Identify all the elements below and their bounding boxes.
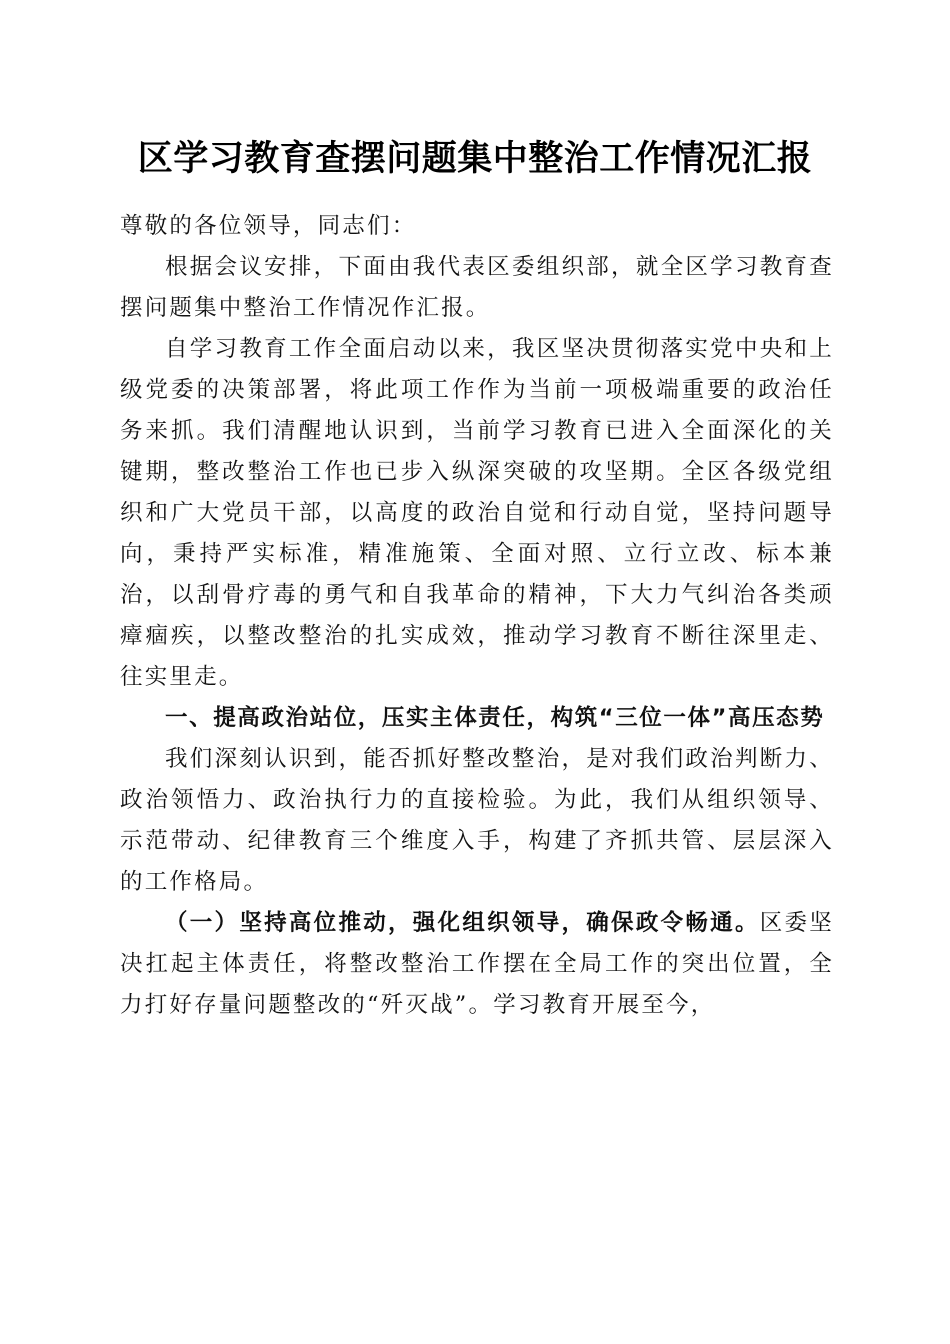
section-heading: 一、提高政治站位，压实主体责任，构筑“三位一体”高压态势 bbox=[165, 705, 825, 731]
salutation: 尊敬的各位领导，同志们： bbox=[120, 213, 417, 239]
section-paragraph: 我们深刻认识到，能否抓好整改整治，是对我们政治判断力、政治领悟力、政治执行力的直接检验。为此，我们从组织领导、示范带动、纪律教育三个维度入手，构建了齐抓共管、层层深入的工作格局。 bbox=[120, 746, 834, 895]
subsection-heading: （一）坚持高位推动，强化组织领导，确保政令畅通。 bbox=[165, 910, 760, 936]
intro-paragraph: 根据会议安排，下面由我代表区委组织部，就全区学习教育查摆问题集中整治工作情况作汇报。 bbox=[120, 254, 834, 321]
background-paragraph: 自学习教育工作全面启动以来，我区坚决贯彻落实党中央和上级党委的决策部署，将此项工作作为当前一项极端重要的政治任务来抓。我们清醒地认识到，当前学习教育已进入全面深化的关键期，整改整治工作也已步入纵深突破的攻坚期。全区各级党组织和广大党员干部，以高度的政治自觉和行动自觉，坚持问题导向，秉持严实标准，精准施策、全面对照、立行立改、标本兼治，以刮骨疗毒的勇气和自我革命的精神，下大力气纠治各类顽瘴痼疾，以整改整治的扎实成效，推动学习教育不断往深里走、往实里走。 bbox=[120, 336, 834, 690]
document-title: 区学习教育查摆问题集中整治工作情况汇报 bbox=[137, 138, 813, 179]
subsection-text: 区委坚决扛起主体责任，将整改整治工作摆在全局工作的突出位置，全力打好存量问题整改的“歼灭战”。学习教育开展至今， bbox=[120, 910, 834, 1018]
document-body bbox=[120, 206, 834, 1026]
subsection-paragraph bbox=[120, 903, 834, 1026]
